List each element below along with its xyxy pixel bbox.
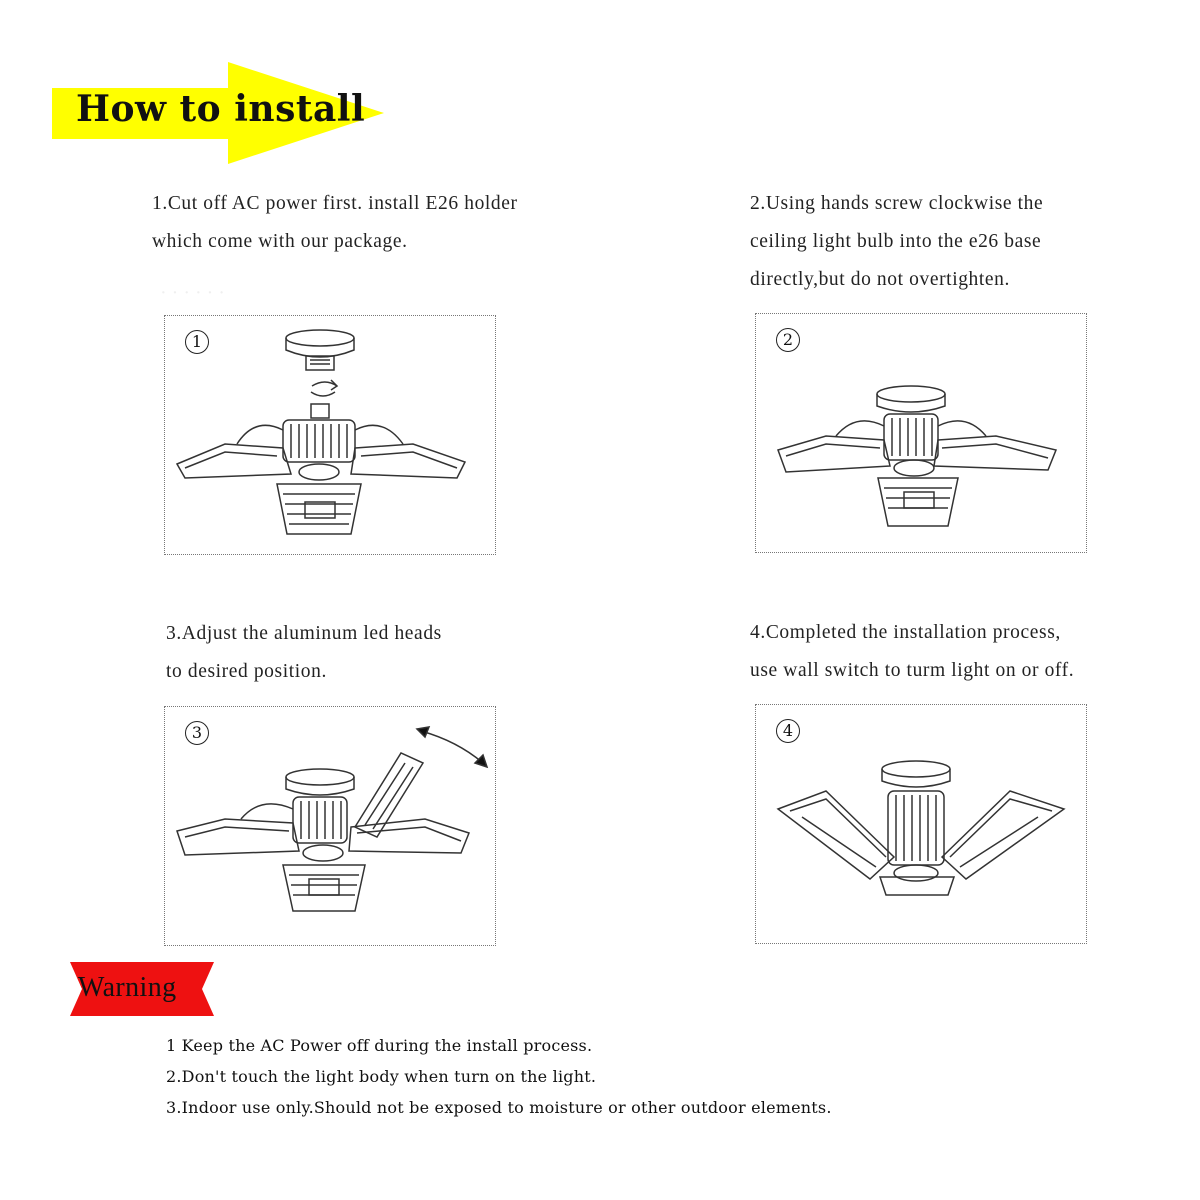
step-1-illustration — [164, 315, 496, 555]
step-4-text — [750, 614, 1074, 690]
lamp-screwed-icon — [756, 314, 1086, 552]
warning-item-2: 2.Don't touch the light body when turn on the light. — [166, 1067, 597, 1086]
step-1-number: 1 — [185, 330, 209, 354]
step-4-line-1: 4.Completed the installation process, — [750, 622, 1061, 643]
step-3-line-1: 3.Adjust the aluminum led heads — [166, 623, 442, 644]
warning-list — [166, 1030, 832, 1123]
step-4-illustration — [755, 704, 1087, 944]
warning-item-1: 1 Keep the AC Power off during the install process. — [166, 1036, 593, 1055]
step-2-number: 2 — [776, 328, 800, 352]
step-4-number: 4 — [776, 719, 800, 743]
step-3-illustration — [164, 706, 496, 946]
warning-item-3: 3.Indoor use only.Should not be exposed to moisture or other outdoor elements. — [166, 1098, 832, 1117]
step-1-line-2: which come with our package. — [152, 231, 408, 252]
step-3-line-2: to desired position. — [166, 661, 327, 682]
lamp-install-holder-icon — [165, 316, 495, 554]
step-2-line-1: 2.Using hands screw clockwise the — [750, 193, 1044, 214]
ghost-text: · · · · · · — [160, 282, 225, 304]
how-to-install-banner — [52, 62, 384, 164]
lamp-adjust-heads-icon — [165, 707, 495, 945]
step-1-line-1: 1.Cut off AC power first. install E26 holder — [152, 193, 518, 214]
warning-label: Warning — [78, 972, 177, 1003]
page-title: How to install — [76, 88, 366, 130]
step-2-line-2: ceiling light bulb into the e26 base — [750, 231, 1042, 252]
step-2-text — [750, 185, 1043, 299]
lamp-completed-icon — [756, 705, 1086, 943]
step-4-line-2: use wall switch to turm light on or off. — [750, 660, 1075, 681]
step-1-text — [152, 185, 518, 261]
step-3-text — [166, 615, 442, 691]
warning-badge — [70, 960, 214, 1018]
step-3-number: 3 — [185, 721, 209, 745]
step-2-illustration — [755, 313, 1087, 553]
step-2-line-3: directly,but do not overtighten. — [750, 269, 1011, 290]
